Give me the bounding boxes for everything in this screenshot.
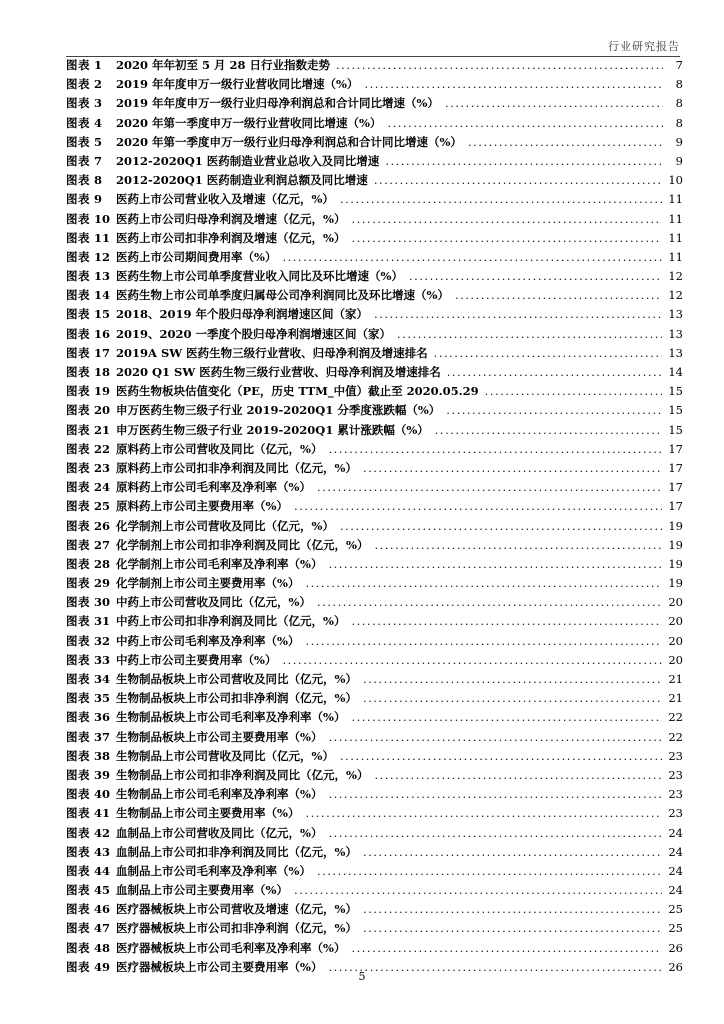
figure-page-number: 13 bbox=[668, 326, 683, 341]
figure-number: 22 bbox=[94, 441, 111, 456]
figure-number: 40 bbox=[94, 787, 111, 802]
figure-title: 原料药上市公司扣非净利润及同比（亿元，%） bbox=[116, 460, 357, 475]
dot-leader bbox=[374, 766, 662, 785]
figure-number: 44 bbox=[94, 863, 111, 878]
toc-entry[interactable] bbox=[66, 555, 683, 574]
figure-title: 化学制剂上市公司营收及同比（亿元，%） bbox=[116, 518, 334, 533]
figure-label: 图表 bbox=[66, 921, 90, 936]
figure-title: 生物制品上市公司毛利率及净利率（%） bbox=[116, 787, 323, 802]
figure-title: 2019、2020 一季度个股归母净利润增速区间（家） bbox=[116, 326, 392, 341]
figure-number: 45 bbox=[94, 883, 111, 898]
figure-number: 10 bbox=[94, 211, 111, 226]
figure-label: 图表 bbox=[66, 844, 90, 859]
figure-label: 图表 bbox=[66, 441, 90, 456]
figure-label: 图表 bbox=[66, 326, 90, 341]
dot-leader bbox=[294, 497, 662, 516]
figure-title: 申万医药生物三级子行业 2019-2020Q1 分季度涨跌幅（%） bbox=[116, 403, 441, 418]
toc-entry[interactable] bbox=[66, 171, 683, 190]
toc-entry[interactable] bbox=[66, 785, 683, 804]
figure-label: 图表 bbox=[66, 940, 90, 955]
figure-title: 原料药上市公司主要费用率（%） bbox=[116, 499, 288, 514]
figure-number: 14 bbox=[94, 288, 111, 303]
toc-entry[interactable] bbox=[66, 843, 683, 862]
figure-label: 图表 bbox=[66, 480, 90, 495]
figure-title: 医药生物上市公司单季度营业收入同比及环比增速（%） bbox=[116, 269, 403, 284]
dot-leader bbox=[282, 248, 662, 267]
dot-leader bbox=[363, 843, 662, 862]
toc-entry[interactable] bbox=[66, 708, 683, 727]
figure-page-number: 24 bbox=[668, 844, 683, 859]
figure-number: 12 bbox=[94, 249, 111, 264]
figure-label: 图表 bbox=[66, 422, 90, 437]
figure-number: 4 bbox=[94, 115, 103, 130]
figure-page-number: 26 bbox=[668, 940, 683, 955]
figure-title: 血制品上市公司营收及同比（亿元，%） bbox=[116, 825, 323, 840]
dot-leader bbox=[455, 286, 662, 305]
toc-entry[interactable] bbox=[66, 593, 683, 612]
toc-entry[interactable] bbox=[66, 75, 683, 94]
toc-entry[interactable] bbox=[66, 939, 683, 958]
figure-title: 2019 年年度申万一级行业营收同比增速（%） bbox=[116, 77, 359, 92]
dot-leader bbox=[363, 689, 662, 708]
figure-number: 11 bbox=[94, 230, 111, 245]
figure-label: 图表 bbox=[66, 288, 90, 303]
dot-leader bbox=[351, 210, 662, 229]
page-header bbox=[0, 0, 724, 60]
figure-number: 9 bbox=[94, 192, 103, 207]
figure-number: 48 bbox=[94, 940, 111, 955]
dot-leader bbox=[363, 900, 662, 919]
figure-page-number: 9 bbox=[675, 153, 683, 168]
figure-number: 34 bbox=[94, 672, 111, 686]
figure-page-number: 12 bbox=[668, 269, 683, 284]
figure-number: 18 bbox=[94, 365, 111, 379]
figure-number: 2 bbox=[94, 77, 103, 92]
figure-number: 24 bbox=[94, 480, 111, 495]
figure-label: 图表 bbox=[66, 230, 90, 245]
dot-leader bbox=[351, 708, 662, 727]
figure-number: 43 bbox=[94, 844, 111, 859]
figure-page-number: 7 bbox=[675, 58, 683, 72]
figure-label: 图表 bbox=[66, 192, 90, 207]
figure-title: 生物制品上市公司营收及同比（亿元，%） bbox=[116, 748, 334, 763]
figure-title: 原料药上市公司毛利率及净利率（%） bbox=[116, 480, 311, 495]
figure-label: 图表 bbox=[66, 787, 90, 802]
figure-title: 生物制品板块上市公司毛利率及净利率（%） bbox=[116, 710, 346, 725]
toc-entry[interactable] bbox=[66, 728, 683, 747]
report-type-label: 行业研究报告 bbox=[608, 40, 680, 53]
figure-title: 中药上市公司主要费用率（%） bbox=[116, 652, 277, 667]
figure-title: 生物制品上市公司主要费用率（%） bbox=[116, 806, 300, 821]
dot-leader bbox=[328, 728, 662, 747]
figure-label: 图表 bbox=[66, 249, 90, 264]
dot-leader bbox=[328, 555, 662, 574]
figure-label: 图表 bbox=[66, 902, 90, 917]
figure-number: 31 bbox=[94, 614, 111, 629]
figure-number: 30 bbox=[94, 595, 111, 610]
figure-title: 2012-2020Q1 医药制造业营业总收入及同比增速 bbox=[116, 153, 380, 168]
figure-page-number: 13 bbox=[668, 307, 683, 322]
figure-label: 图表 bbox=[66, 134, 90, 149]
figure-label: 图表 bbox=[66, 115, 90, 130]
figure-number: 49 bbox=[94, 959, 111, 974]
figure-number: 17 bbox=[94, 345, 111, 360]
dot-leader bbox=[409, 267, 662, 286]
figure-title: 中药上市公司营收及同比（亿元，%） bbox=[116, 595, 311, 610]
toc-entry[interactable] bbox=[66, 612, 683, 631]
dot-leader bbox=[374, 171, 663, 190]
figure-label: 图表 bbox=[66, 729, 90, 744]
dot-leader bbox=[328, 785, 662, 804]
toc-entry[interactable] bbox=[66, 286, 683, 305]
figure-label: 图表 bbox=[66, 269, 90, 284]
figure-label: 图表 bbox=[66, 825, 90, 840]
figure-number: 5 bbox=[94, 134, 103, 149]
dot-leader bbox=[363, 919, 662, 938]
figure-page-number: 8 bbox=[675, 96, 683, 111]
figure-number: 32 bbox=[94, 633, 111, 648]
figure-number: 27 bbox=[94, 537, 111, 552]
figure-number: 21 bbox=[94, 422, 111, 437]
figure-page-number: 26 bbox=[668, 959, 683, 974]
figure-label: 图表 bbox=[66, 767, 90, 782]
dot-leader bbox=[363, 459, 662, 478]
toc-entry[interactable] bbox=[66, 363, 683, 382]
figure-label: 图表 bbox=[66, 863, 90, 878]
dot-leader bbox=[317, 593, 662, 612]
figure-title: 生物制品板块上市公司营收及同比（亿元，%） bbox=[116, 672, 357, 686]
figure-number: 15 bbox=[94, 307, 111, 322]
toc-entry[interactable] bbox=[66, 632, 683, 651]
toc-entry[interactable] bbox=[66, 94, 683, 113]
figure-label: 图表 bbox=[66, 652, 90, 667]
figure-title: 2019A SW 医药生物三级行业营收、归母净利润及增速排名 bbox=[116, 345, 428, 360]
figure-number: 28 bbox=[94, 556, 111, 571]
toc-entry[interactable] bbox=[66, 229, 683, 248]
toc-entry[interactable] bbox=[66, 267, 683, 286]
figure-title: 化学制剂上市公司毛利率及净利率（%） bbox=[116, 556, 323, 571]
toc-entry[interactable] bbox=[66, 766, 683, 785]
figure-label: 图表 bbox=[66, 959, 90, 974]
figure-label: 图表 bbox=[66, 748, 90, 763]
figure-label: 图表 bbox=[66, 883, 90, 898]
figure-label: 图表 bbox=[66, 614, 90, 629]
figure-label: 图表 bbox=[66, 595, 90, 610]
figure-page-number: 22 bbox=[668, 710, 683, 725]
figure-label: 图表 bbox=[66, 384, 90, 399]
figure-label: 图表 bbox=[66, 460, 90, 475]
figure-page-number: 15 bbox=[668, 422, 683, 437]
toc-entry[interactable] bbox=[66, 824, 683, 843]
figure-page-number: 19 bbox=[668, 518, 683, 533]
figure-page-number: 20 bbox=[668, 633, 683, 648]
toc-entry[interactable] bbox=[66, 382, 683, 401]
toc-entry[interactable] bbox=[66, 862, 683, 881]
figure-title: 生物制品板块上市公司主要费用率（%） bbox=[116, 729, 323, 744]
figure-page-number: 15 bbox=[668, 403, 683, 418]
figure-title: 2020 年第一季度申万一级行业营收同比增速（%） bbox=[116, 115, 382, 130]
toc-entry[interactable] bbox=[66, 401, 683, 420]
toc-entry[interactable] bbox=[66, 804, 683, 823]
figure-page-number: 19 bbox=[668, 537, 683, 552]
dot-leader bbox=[374, 536, 662, 555]
figure-page-number: 19 bbox=[668, 556, 683, 571]
dot-leader bbox=[485, 382, 663, 401]
toc-entry[interactable] bbox=[66, 651, 683, 670]
figure-number: 35 bbox=[94, 691, 111, 706]
figure-page-number: 8 bbox=[675, 115, 683, 130]
dot-leader bbox=[351, 612, 662, 631]
dot-leader bbox=[305, 632, 662, 651]
figure-label: 图表 bbox=[66, 691, 90, 706]
figure-label: 图表 bbox=[66, 307, 90, 322]
figure-title: 医药上市公司营业收入及增速（亿元，%） bbox=[116, 192, 334, 207]
figure-title: 2020 年年初至 5 月 28 日行业指数走势 bbox=[116, 58, 331, 72]
figure-number: 23 bbox=[94, 460, 111, 475]
figure-label: 图表 bbox=[66, 556, 90, 571]
toc-entry[interactable] bbox=[66, 421, 683, 440]
figure-page-number: 25 bbox=[668, 902, 683, 917]
dot-leader bbox=[468, 133, 663, 152]
figure-number: 13 bbox=[94, 269, 111, 284]
dot-leader bbox=[434, 344, 663, 363]
figure-page-number: 17 bbox=[668, 460, 683, 475]
figure-label: 图表 bbox=[66, 77, 90, 92]
figure-title: 医药生物上市公司单季度归属母公司净利润同比及环比增速（%） bbox=[116, 288, 449, 303]
figure-page-number: 11 bbox=[668, 230, 683, 245]
figure-number: 19 bbox=[94, 384, 111, 399]
dot-leader bbox=[282, 651, 662, 670]
figure-title: 化学制剂上市公司扣非净利润及同比（亿元，%） bbox=[116, 537, 369, 552]
dot-leader bbox=[387, 114, 663, 133]
figure-page-number: 10 bbox=[668, 173, 683, 188]
figure-page-number: 17 bbox=[668, 480, 683, 495]
figure-title: 2020 年第一季度申万一级行业归母净利润总和合计同比增速（%） bbox=[116, 134, 462, 149]
toc-entry[interactable] bbox=[66, 133, 683, 152]
figure-label: 图表 bbox=[66, 345, 90, 360]
figure-number: 1 bbox=[94, 58, 103, 72]
toc-entry[interactable] bbox=[66, 747, 683, 766]
figure-title: 医疗器械板块上市公司主要费用率（%） bbox=[116, 959, 323, 974]
figure-page-number: 23 bbox=[668, 806, 683, 821]
figure-title: 医疗器械板块上市公司毛利率及净利率（%） bbox=[116, 940, 346, 955]
toc-entry[interactable] bbox=[66, 248, 683, 267]
figure-label: 图表 bbox=[66, 806, 90, 821]
figure-page-number: 9 bbox=[675, 134, 683, 149]
figure-number: 36 bbox=[94, 710, 111, 725]
figure-number: 7 bbox=[94, 153, 103, 168]
figure-label: 图表 bbox=[66, 58, 90, 72]
figure-number: 3 bbox=[94, 96, 103, 111]
dot-leader bbox=[364, 75, 663, 94]
toc-entry[interactable] bbox=[66, 56, 683, 75]
figure-label: 图表 bbox=[66, 518, 90, 533]
figure-page-number: 14 bbox=[668, 365, 683, 379]
figure-title: 中药上市公司扣非净利润及同比（亿元，%） bbox=[116, 614, 346, 629]
dot-leader bbox=[340, 190, 662, 209]
figure-title: 医疗器械板块上市公司扣非净利润（亿元，%） bbox=[116, 921, 357, 936]
dot-leader bbox=[385, 152, 663, 171]
figure-title: 血制品上市公司扣非净利润及同比（亿元，%） bbox=[116, 844, 357, 859]
dot-leader bbox=[305, 574, 662, 593]
figure-label: 图表 bbox=[66, 96, 90, 111]
figure-page-number: 22 bbox=[668, 729, 683, 744]
figure-label: 图表 bbox=[66, 153, 90, 168]
figure-number: 25 bbox=[94, 499, 111, 514]
dot-leader bbox=[447, 363, 663, 382]
toc-entry[interactable] bbox=[66, 325, 683, 344]
dot-leader bbox=[340, 747, 662, 766]
dot-leader bbox=[317, 862, 662, 881]
figure-page-number: 23 bbox=[668, 787, 683, 802]
dot-leader bbox=[328, 824, 662, 843]
toc-entry[interactable] bbox=[66, 670, 683, 689]
figure-title: 血制品上市公司毛利率及净利率（%） bbox=[116, 863, 311, 878]
dot-leader bbox=[435, 421, 663, 440]
figure-title: 血制品上市公司主要费用率（%） bbox=[116, 883, 288, 898]
figure-page-number: 25 bbox=[668, 921, 683, 936]
figure-title: 生物制品上市公司扣非净利润及同比（亿元，%） bbox=[116, 767, 369, 782]
page-number: 5 bbox=[358, 970, 366, 983]
dot-leader bbox=[336, 56, 663, 75]
figure-page-number: 17 bbox=[668, 499, 683, 514]
toc-entry[interactable] bbox=[66, 900, 683, 919]
figure-label: 图表 bbox=[66, 499, 90, 514]
dot-leader bbox=[374, 305, 662, 324]
figure-page-number: 21 bbox=[668, 672, 683, 686]
toc-entry[interactable] bbox=[66, 517, 683, 536]
figure-label: 图表 bbox=[66, 672, 90, 686]
dot-leader bbox=[294, 881, 662, 900]
toc-entry[interactable] bbox=[66, 440, 683, 459]
figure-page-number: 24 bbox=[668, 883, 683, 898]
figure-title: 2019 年年度申万一级行业归母净利润总和合计同比增速（%） bbox=[116, 96, 439, 111]
figure-title: 医疗器械板块上市公司营收及增速（亿元，%） bbox=[116, 902, 357, 917]
figure-number: 29 bbox=[94, 576, 111, 591]
dot-leader bbox=[445, 94, 663, 113]
dot-leader bbox=[340, 517, 662, 536]
figure-page-number: 23 bbox=[668, 767, 683, 782]
figure-number: 38 bbox=[94, 748, 111, 763]
toc-entry[interactable] bbox=[66, 881, 683, 900]
figure-title: 2018、2019 年个股归母净利润增速区间（家） bbox=[116, 307, 369, 322]
figure-label: 图表 bbox=[66, 173, 90, 188]
toc-entry[interactable] bbox=[66, 919, 683, 938]
figure-title: 原料药上市公司营收及同比（亿元，%） bbox=[116, 441, 323, 456]
figure-title: 医药生物板块估值变化（PE，历史 TTM_中值）截止至 2020.05.29 bbox=[116, 384, 479, 399]
figure-title: 医药上市公司期间费用率（%） bbox=[116, 249, 277, 264]
figure-label: 图表 bbox=[66, 576, 90, 591]
figure-title: 化学制剂上市公司主要费用率（%） bbox=[116, 576, 300, 591]
toc-entry[interactable] bbox=[66, 190, 683, 209]
figure-number: 37 bbox=[94, 729, 111, 744]
figure-page-number: 21 bbox=[668, 691, 683, 706]
figure-title: 生物制品板块上市公司扣非净利润（亿元，%） bbox=[116, 691, 357, 706]
figure-number: 46 bbox=[94, 902, 111, 917]
toc-entry[interactable] bbox=[66, 152, 683, 171]
toc-entry[interactable] bbox=[66, 114, 683, 133]
figure-page-number: 12 bbox=[668, 288, 683, 303]
figure-page-number: 23 bbox=[668, 748, 683, 763]
dot-leader bbox=[317, 478, 662, 497]
dot-leader bbox=[351, 939, 662, 958]
figure-title: 2020 Q1 SW 医药生物三级行业营收、归母净利润及增速排名 bbox=[116, 365, 441, 379]
figure-page-number: 8 bbox=[675, 77, 683, 92]
figure-number: 16 bbox=[94, 326, 111, 341]
dot-leader bbox=[446, 401, 662, 420]
figure-label: 图表 bbox=[66, 537, 90, 552]
toc-entry[interactable] bbox=[66, 689, 683, 708]
figure-page-number: 24 bbox=[668, 825, 683, 840]
figure-label: 图表 bbox=[66, 211, 90, 226]
figure-page-number: 20 bbox=[668, 614, 683, 629]
figure-title: 中药上市公司毛利率及净利率（%） bbox=[116, 633, 300, 648]
toc-entry[interactable] bbox=[66, 536, 683, 555]
figure-label: 图表 bbox=[66, 710, 90, 725]
toc-entry[interactable] bbox=[66, 305, 683, 324]
figure-number: 42 bbox=[94, 825, 111, 840]
figure-page-number: 17 bbox=[668, 441, 683, 456]
figure-label: 图表 bbox=[66, 365, 90, 379]
figure-number: 41 bbox=[94, 806, 111, 821]
figure-number: 33 bbox=[94, 652, 111, 667]
figure-page-number: 15 bbox=[668, 384, 683, 399]
figure-title: 申万医药生物三级子行业 2019-2020Q1 累计涨跌幅（%） bbox=[116, 422, 429, 437]
figure-title: 医药上市公司归母净利润及增速（亿元，%） bbox=[116, 211, 346, 226]
figure-page-number: 24 bbox=[668, 863, 683, 878]
figure-number: 47 bbox=[94, 921, 111, 936]
toc-entry[interactable] bbox=[66, 344, 683, 363]
figure-page-number: 13 bbox=[668, 345, 683, 360]
dot-leader bbox=[305, 804, 662, 823]
dot-leader bbox=[351, 229, 662, 248]
figure-label: 图表 bbox=[66, 403, 90, 418]
dot-leader bbox=[328, 440, 662, 459]
figure-page-number: 11 bbox=[668, 192, 683, 207]
figure-number: 26 bbox=[94, 518, 111, 533]
figure-page-number: 11 bbox=[668, 211, 683, 226]
figure-title: 2012-2020Q1 医药制造业利润总额及同比增速 bbox=[116, 173, 368, 188]
figure-page-number: 11 bbox=[668, 249, 683, 264]
figure-page-number: 20 bbox=[668, 652, 683, 667]
toc-entry[interactable] bbox=[66, 210, 683, 229]
figure-page-number: 19 bbox=[668, 576, 683, 591]
dot-leader bbox=[363, 670, 662, 689]
figure-number: 8 bbox=[94, 173, 103, 188]
figure-number: 39 bbox=[94, 767, 111, 782]
dot-leader bbox=[397, 325, 662, 344]
figure-list bbox=[66, 56, 683, 977]
figure-title: 医药上市公司扣非净利润及增速（亿元，%） bbox=[116, 230, 346, 245]
toc-entry[interactable] bbox=[66, 497, 683, 516]
figure-page-number: 20 bbox=[668, 595, 683, 610]
toc-entry[interactable] bbox=[66, 459, 683, 478]
toc-entry[interactable] bbox=[66, 574, 683, 593]
toc-entry[interactable] bbox=[66, 478, 683, 497]
figure-label: 图表 bbox=[66, 633, 90, 648]
figure-number: 20 bbox=[94, 403, 111, 418]
